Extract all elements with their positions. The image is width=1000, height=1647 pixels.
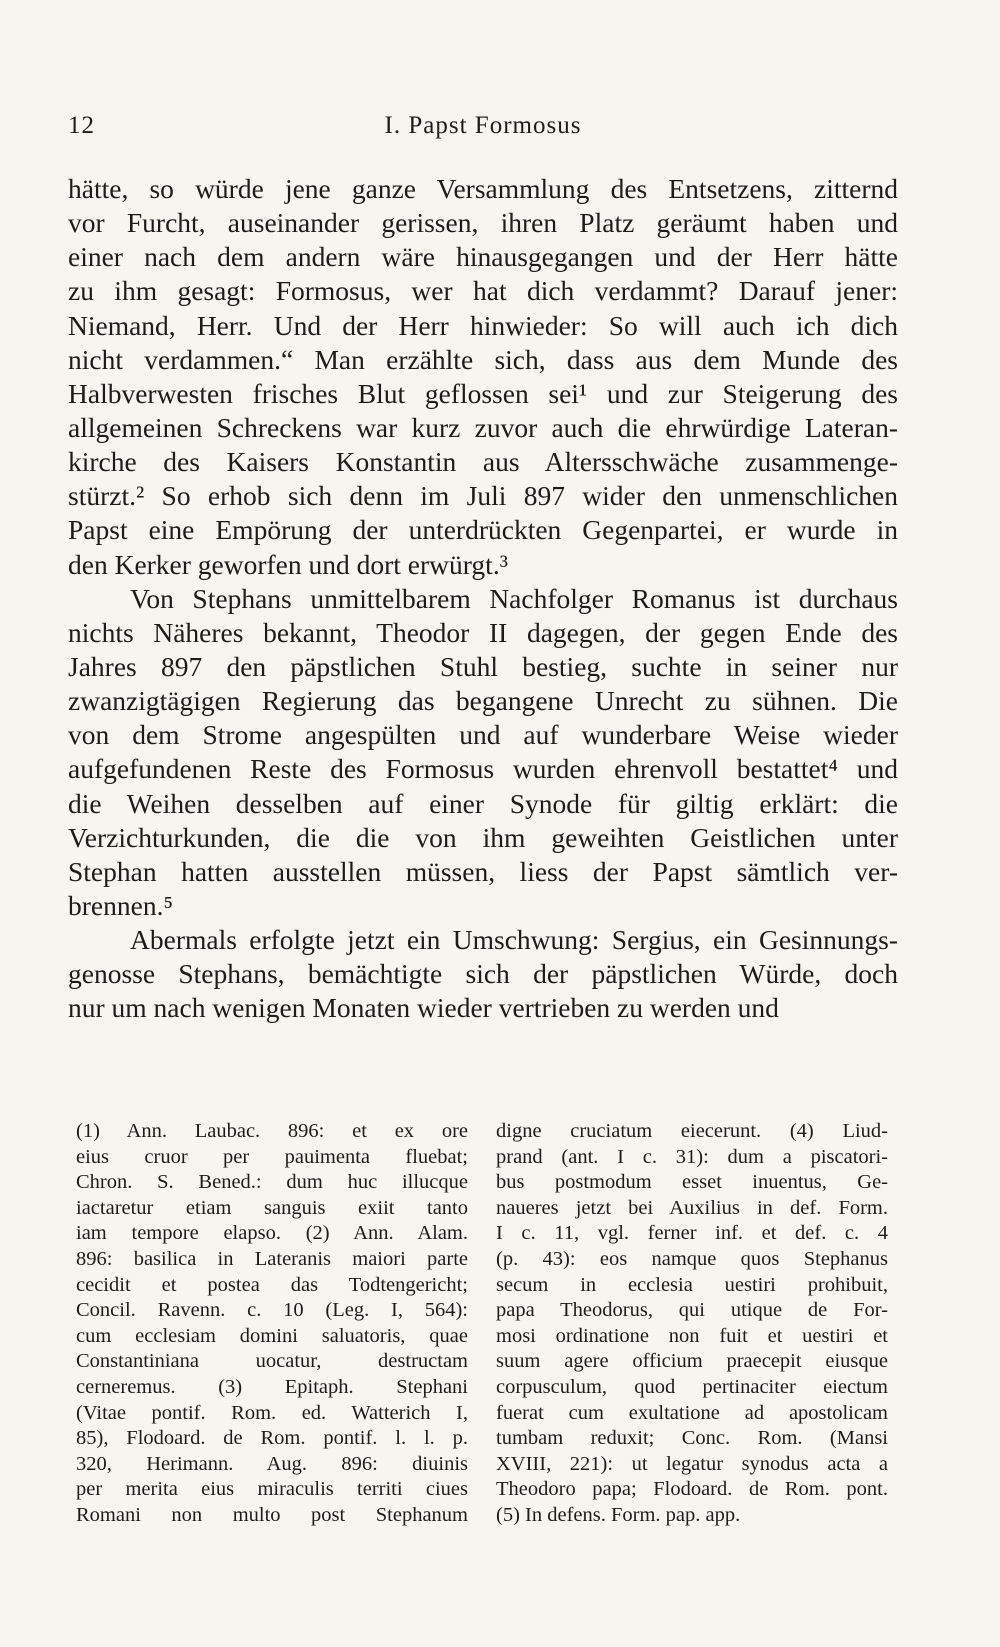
text-line: allgemeinen Schreckens war kurz zuvor auch die ehrwürdige Lateran- — [68, 411, 898, 443]
footnote-line: iam tempore elapso. (2) Ann. Alam. — [76, 1222, 468, 1245]
footnote-line: suum agere officium praecepit eiusque — [496, 1350, 888, 1373]
text-line: Von Stephans unmittelbarem Nachfolger Romanus ist durchaus — [130, 582, 898, 614]
footnote-line: (p. 43): eos namque quos Stephanus — [496, 1247, 888, 1270]
text-line: Stephan hatten ausstellen müssen, liess der Papst sämtlich ver- — [68, 855, 898, 887]
footnote-line: 320, Herimann. Aug. 896: diuinis — [76, 1452, 468, 1475]
running-header — [68, 112, 898, 148]
footnote-line: XVIII, 221): ut legatur synodus acta a — [496, 1452, 888, 1475]
footnote-line: papa Theodorus, qui utique de For- — [496, 1299, 888, 1322]
footnote-line: mosi ordinatione non fuit et uestiri et — [496, 1324, 888, 1347]
text-line: Papst eine Empörung der unterdrückten Gegenpartei, er wurde in — [68, 514, 898, 546]
footnotes-right-column — [496, 1119, 888, 1529]
footnote-line: digne cruciatum eiecerunt. (4) Liud- — [496, 1120, 888, 1142]
text-line: zu ihm gesagt: Formosus, wer hat dich verdammt? Darauf jener: — [68, 275, 898, 307]
footnote-line: prand (ant. I c. 31): dum a piscatori- — [496, 1145, 888, 1168]
text-line: nicht verdammen.“ Man erzählte sich, dass aus dem Munde des — [68, 343, 898, 375]
text-line: Jahres 897 den päpstlichen Stuhl bestieg, suchte in seiner nur — [68, 650, 898, 682]
footnote-line: Constantiniana uocatur, destructam — [76, 1350, 468, 1373]
text-line: genosse Stephans, bemächtigte sich der päpstlichen Würde, doch — [68, 958, 898, 990]
footnote-line: bus postmodum esset inuentus, Ge- — [496, 1171, 888, 1194]
footnote-line: 896: basilica in Lateranis maiori parte — [76, 1247, 468, 1270]
text-line: brennen.⁵ — [68, 889, 174, 921]
footnote-line: tumbam reduxit; Conc. Rom. (Mansi — [496, 1427, 888, 1450]
footnote-line: cerneremus. (3) Epitaph. Stephani — [76, 1375, 468, 1398]
text-line: Niemand, Herr. Und der Herr hinwieder: So will auch ich dich — [68, 309, 898, 341]
text-line: hätte, so würde jene ganze Versammlung des Entsetzens, zitternd — [68, 173, 898, 204]
page-number: 12 — [68, 112, 95, 139]
footnote-line: Theodoro papa; Flodoard. de Rom. pont. — [496, 1478, 888, 1501]
text-line: vor Furcht, auseinander gerissen, ihren Platz geräumt haben und — [68, 207, 898, 239]
footnote-line: I c. 11, vgl. ferner inf. et def. c. 4 — [496, 1222, 888, 1245]
footnote-line: Concil. Ravenn. c. 10 (Leg. I, 564): — [76, 1299, 468, 1322]
footnote-line: corpusculum, quod pertinaciter eiectum — [496, 1375, 888, 1398]
text-line: Abermals erfolgte jetzt ein Umschwung: Sergius, ein Gesinnungs- — [130, 924, 898, 956]
text-line: stürzt.² So erhob sich denn im Juli 897 wider den unmenschlichen — [68, 480, 898, 512]
footnote-line: fuerat cum exultatione ad apostolicam — [496, 1401, 888, 1424]
footnote-line: (5) In defens. Form. pap. app. — [496, 1503, 741, 1526]
main-text — [68, 172, 898, 1026]
text-line: die Weihen desselben auf einer Synode für giltig erklärt: die — [68, 787, 898, 819]
footnote-line: Romani non multo post Stephanum — [76, 1503, 468, 1526]
footnote-line: iactaretur etiam sanguis exiit tanto — [76, 1196, 468, 1219]
footnote-line: (Vitae pontif. Rom. ed. Watterich I, — [76, 1401, 468, 1424]
footnote-line: eius cruor per pauimenta fluebat; — [76, 1145, 468, 1168]
footnote-line: naueres jetzt bei Auxilius in def. Form. — [496, 1196, 888, 1219]
text-line: kirche des Kaisers Konstantin aus Altersschwäche zusammenge- — [68, 446, 898, 478]
footnotes-left-column — [76, 1119, 468, 1529]
running-title: I. Papst Formosus — [384, 112, 582, 139]
text-line: nichts Näheres bekannt, Theodor II dagegen, der gegen Ende des — [68, 616, 898, 648]
text-line: einer nach dem andern wäre hinausgegangen und der Herr hätte — [68, 241, 898, 273]
text-line: Verzichturkunden, die die von ihm geweihten Geistlichen unter — [68, 821, 898, 853]
footnote-line: (1) Ann. Laubac. 896: et ex ore — [76, 1120, 468, 1142]
footnote-line: Chron. S. Bened.: dum huc illucque — [76, 1171, 468, 1194]
footnote-line: per merita eius miraculis territi ciues — [76, 1478, 468, 1501]
text-line: zwanzigtägigen Regierung das begangene Unrecht zu sühnen. Die — [68, 685, 898, 717]
text-line: nur um nach wenigen Monaten wieder vertrieben zu werden und — [68, 992, 779, 1024]
text-line: den Kerker geworfen und dort erwürgt.³ — [68, 548, 508, 580]
footnote-line: secum in ecclesia uestiri prohibuit, — [496, 1273, 888, 1296]
text-line: aufgefundenen Reste des Formosus wurden ehrenvoll bestattet⁴ und — [68, 753, 898, 785]
footnote-line: 85), Flodoard. de Rom. pontif. l. l. p. — [76, 1427, 468, 1450]
text-line: Halbverwesten frisches Blut geflossen sei¹ und zur Steigerung des — [68, 377, 898, 409]
footnote-line: cum ecclesiam domini saluatoris, quae — [76, 1324, 468, 1347]
footnote-line: cecidit et postea das Todtengericht; — [76, 1273, 468, 1296]
footnotes — [68, 1119, 898, 1526]
text-line: von dem Strome angespülten und auf wunderbare Weise wieder — [68, 719, 898, 751]
